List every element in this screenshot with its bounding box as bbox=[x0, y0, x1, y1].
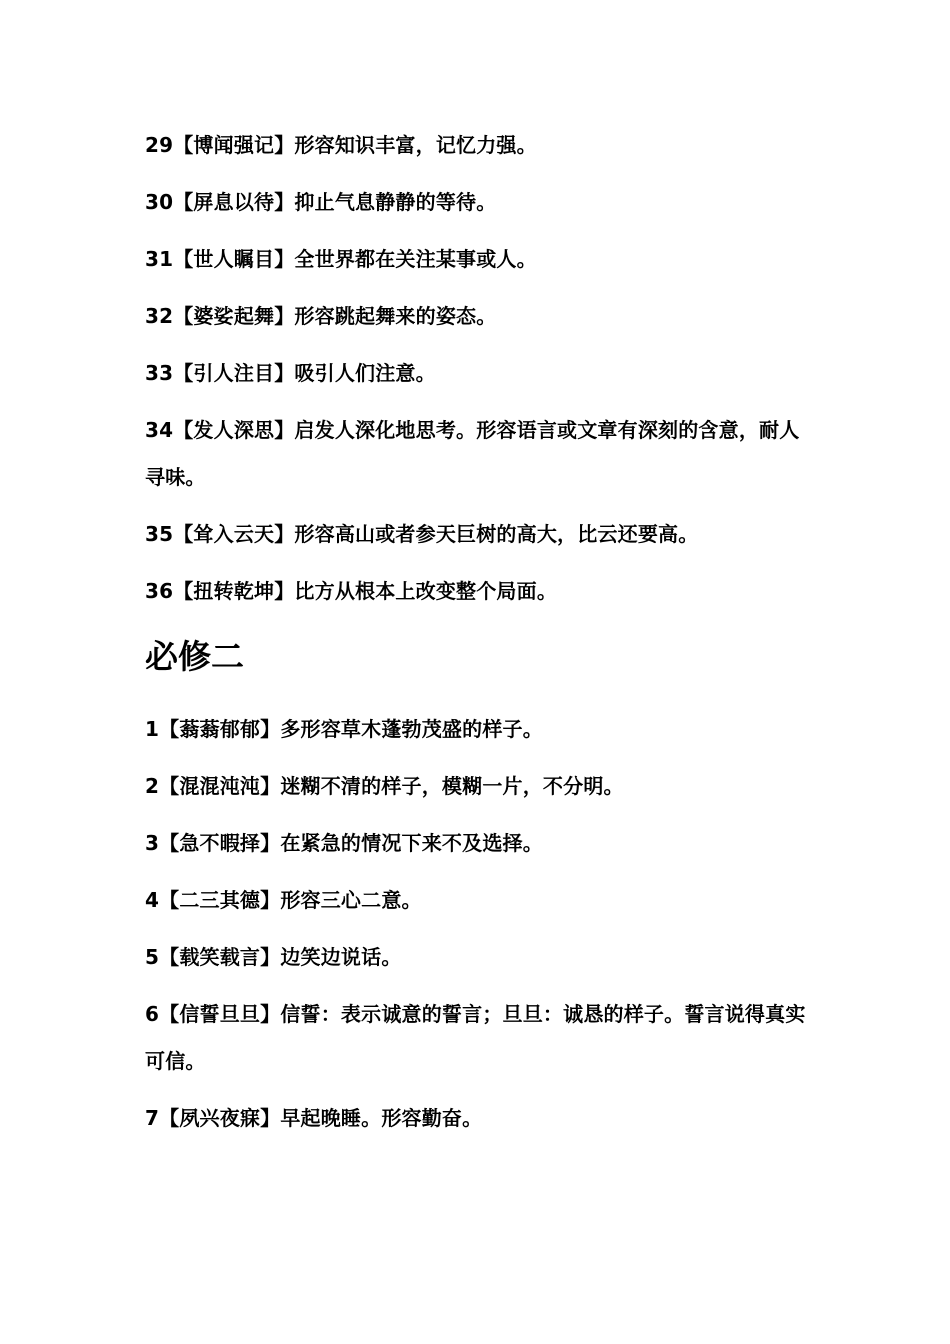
idiom-entry-32: 32【婆娑起舞】形容跳起舞来的姿态。 bbox=[145, 304, 497, 328]
idiom-entry-7: 7【夙兴夜寐】早起晚睡。形容勤奋。 bbox=[145, 1106, 483, 1130]
idiom-entry-1: 1【蓊蓊郁郁】多形容草木蓬勃茂盛的样子。 bbox=[145, 717, 543, 741]
idiom-entry-5: 5【载笑载言】边笑边说话。 bbox=[145, 945, 402, 969]
idiom-entry-6: 6【信誓旦旦】信誓：表示诚意的誓言；旦旦：诚恳的样子。誓言说得真实可信。 bbox=[145, 1002, 806, 1073]
idiom-entry-35: 35【耸入云天】形容高山或者参天巨树的高大，比云还要高。 bbox=[145, 522, 699, 546]
idiom-entry-2: 2【混混沌沌】迷糊不清的样子，模糊一片，不分明。 bbox=[145, 774, 624, 798]
idiom-entry-29: 29【博闻强记】形容知识丰富，记忆力强。 bbox=[145, 133, 537, 157]
idiom-entry-31: 31【世人瞩目】全世界都在关注某事或人。 bbox=[145, 247, 537, 271]
section-heading-required-two: 必修二 bbox=[145, 637, 244, 676]
idiom-entry-34: 34【发人深思】启发人深化地思考。形容语言或文章有深刻的含意，耐人寻味。 bbox=[145, 418, 800, 489]
idiom-entry-36: 36【扭转乾坤】比方从根本上改变整个局面。 bbox=[145, 579, 558, 603]
idiom-entry-30: 30【屏息以待】抑止气息静静的等待。 bbox=[145, 190, 497, 214]
idiom-entry-33: 33【引人注目】吸引人们注意。 bbox=[145, 361, 436, 385]
content-column bbox=[145, 122, 817, 1152]
idiom-entry-4: 4【二三其德】形容三心二意。 bbox=[145, 888, 422, 912]
idiom-entry-3: 3【急不暇择】在紧急的情况下来不及选择。 bbox=[145, 831, 543, 855]
